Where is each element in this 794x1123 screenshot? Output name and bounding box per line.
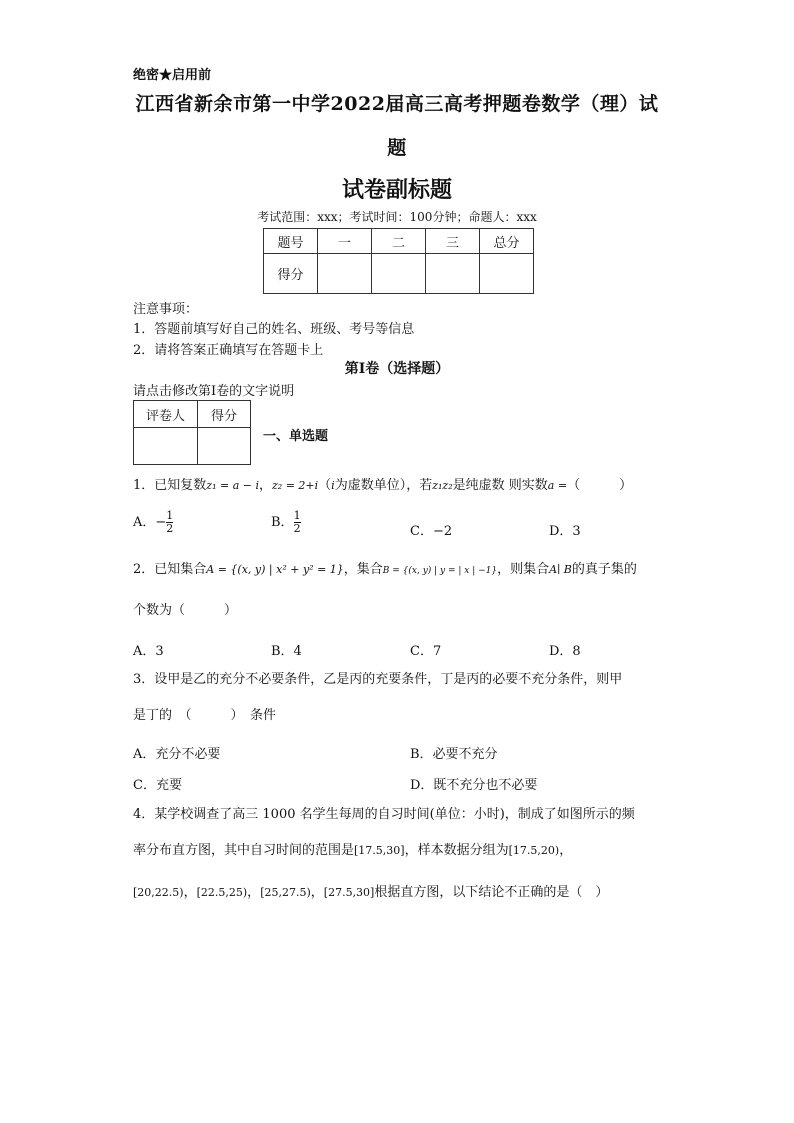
question-1: 1．已知复数z₁ = a − i，z₂ = 2+i（i为虚数单位），若z₁z₂是纯虚数 则实数a =（ ） [133,478,633,493]
math-expression: [27.5,30] [323,886,375,899]
exam-title-line1: 江西省新余市第一中学2022届高三高考押题卷数学（理）试 [135,93,659,115]
math-expression: a = [547,479,568,492]
grader-header-cell: 得分 [198,401,251,428]
score-cell [426,254,480,294]
option-c: C．7 [410,644,442,659]
math-expression: [17.5,30] [354,844,405,857]
notes-heading: 注意事项： [133,302,199,317]
score-header-cell: 二 [372,229,426,254]
option-c: C．充要 [133,778,182,793]
grader-header-cell: 评卷人 [134,401,198,428]
grader-cell [134,428,198,465]
score-cell [318,254,372,294]
option-d: D．8 [549,644,581,659]
option-b: B．4 [271,644,302,659]
exam-subtitle: 试卷副标题 [341,177,452,203]
math-expression: [22.5,25) [196,886,248,899]
option-a: A．− $\frac{1}{2}$ [133,509,174,535]
math-expression: [25,27.5) [260,886,311,899]
score-cell [480,254,534,294]
math-expression: z₂ = 2+i [272,479,319,492]
section-title: 第I卷（选择题） [344,361,450,377]
exam-title-line2: 题 [387,137,407,159]
question-2-line2: 个数为（ ） [133,603,238,618]
math-expression: B = {(x, y) | y = | x | −1} [382,566,498,576]
grader-table [133,400,251,465]
option-d: D．既不充分也不必要 [410,778,538,793]
score-header-cell: 题号 [264,229,318,254]
option-c: C．−2 [410,524,453,539]
option-b: B．必要不充分 [410,747,498,762]
score-table [263,228,534,294]
option-d: D．3 [549,524,581,539]
question-4: 4．某学校调查了高三 1000 名学生每周的自习时间(单位：小时)，制成了如图所示的频 [133,807,635,822]
math-expression: i [331,479,335,492]
option-a: A．3 [133,644,164,659]
fraction: $\frac{1}{2}$ [166,509,174,535]
question-4-line3: [20,22.5)，[22.5,25)，[25,27.5)，[27.5,30]根据直方图，以下结论不正确的是（ ） [133,885,609,900]
math-expression: [20,22.5) [133,886,184,899]
section-hint: 请点击修改第I卷的文字说明 [133,384,295,399]
option-b: B． $\frac{1}{2}$ [271,509,301,535]
score-header-cell: 一 [318,229,372,254]
part-title: 一、单选题 [263,429,329,444]
fraction: $\frac{1}{2}$ [293,509,301,535]
math-expression: z₁z₂ [432,479,453,492]
math-expression: [17.5,20) [508,844,560,857]
score-header-cell: 总分 [480,229,534,254]
score-cell [372,254,426,294]
confidential-label: 绝密★启用前 [133,68,212,83]
question-3: 3．设甲是乙的充分不必要条件，乙是丙的充要条件，丁是丙的必要不充分条件，则甲 [133,672,623,687]
note-item: 2．请将答案正确填写在答题卡上 [133,343,324,358]
option-a: A．充分不必要 [133,747,221,762]
math-expression: z₁ = a − i [206,479,259,492]
question-4-line2: 率分布直方图，其中自习时间的范围是[17.5,30]，样本数据分组为[17.5,20)， [133,843,573,858]
exam-info: 考试范围：xxx；考试时间：100分钟；命题人：xxx [257,210,537,224]
math-expression: A∣ B [549,563,572,576]
score-header-cell: 三 [426,229,480,254]
note-item: 1．答题前填写好自己的姓名、班级、考号等信息 [133,322,415,337]
question-3-line2: 是丁的 （ ） 条件 [133,708,277,723]
grader-cell [198,428,251,465]
score-row-label: 得分 [264,254,318,294]
math-expression: A = {(x, y) | x² + y² = 1} [206,563,344,576]
question-2: 2．已知集合A = {(x, y) | x² + y² = 1}，集合B = {(x, y) | y = | x | −1}，则集合A∣ B的真子集的 [133,562,637,577]
